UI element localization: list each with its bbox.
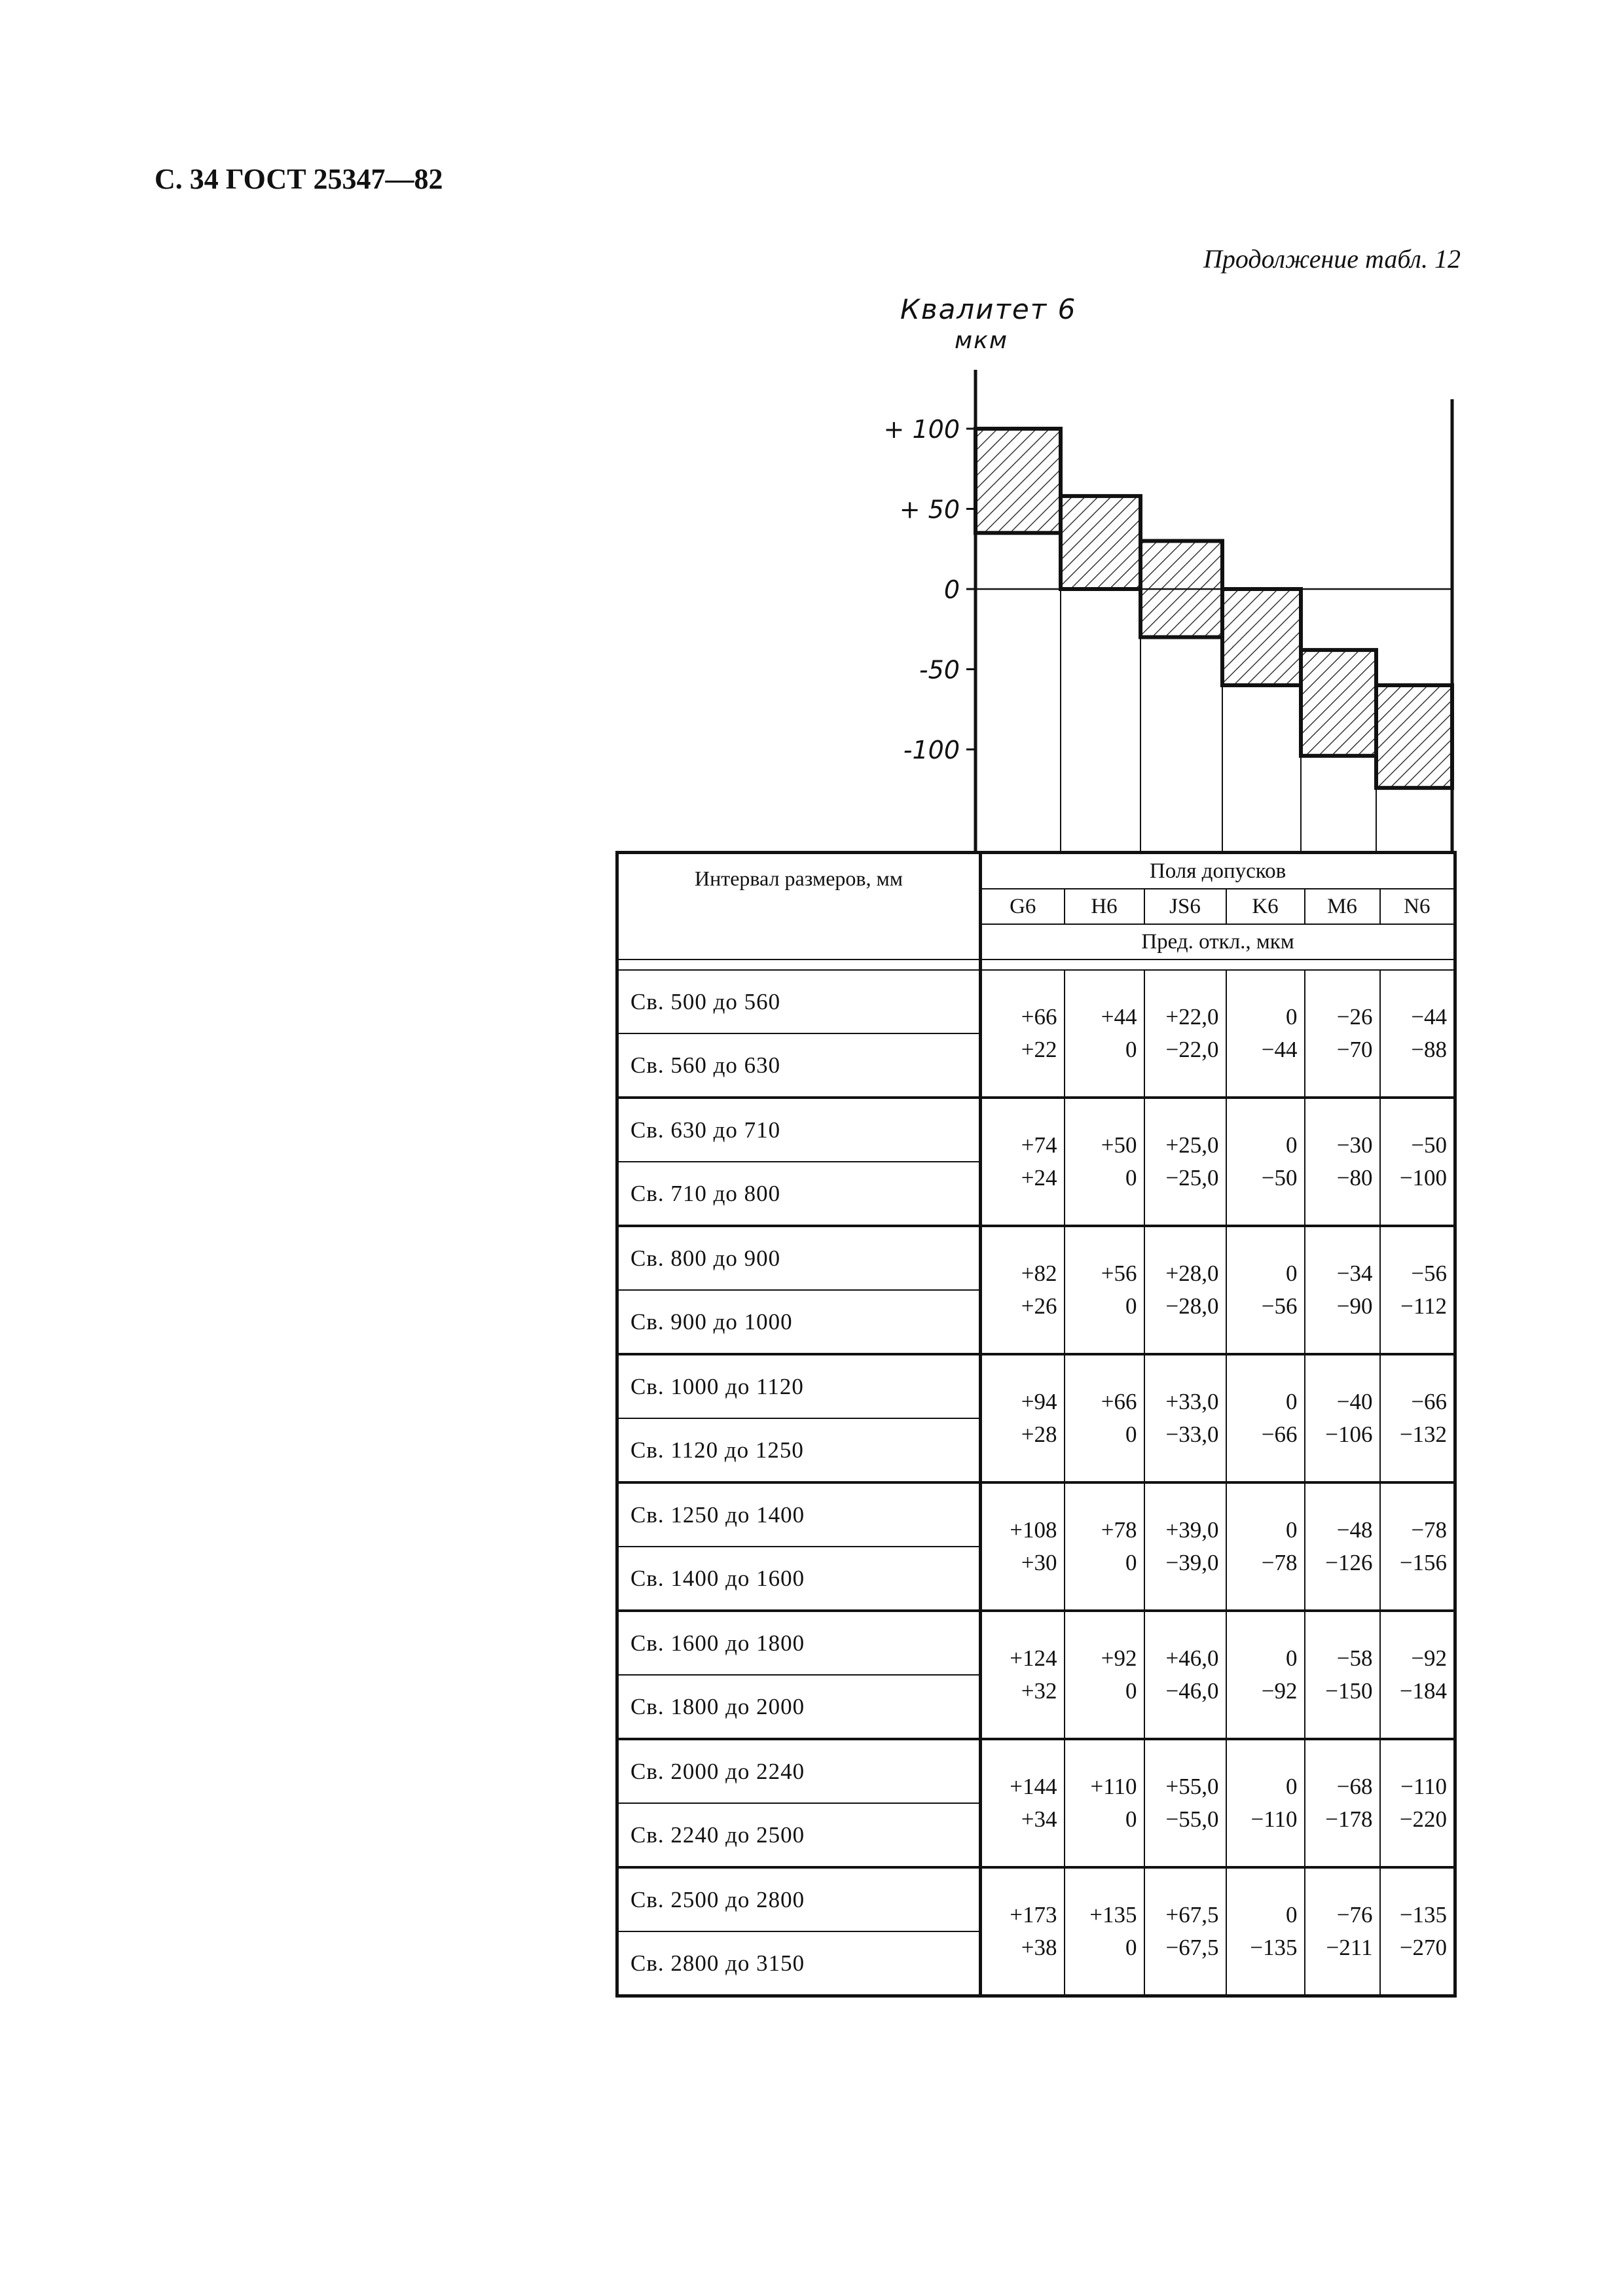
lower-deviation: 0: [1125, 1550, 1137, 1575]
size-interval-label: Св. 1600 до 1800: [630, 1630, 805, 1656]
upper-deviation: 0: [1286, 1261, 1298, 1286]
lower-deviation: 0: [1125, 1678, 1137, 1704]
upper-deviation: +50: [1101, 1132, 1137, 1158]
tolerance-zone-m6: [1301, 650, 1376, 756]
interval-header: Интервал размеров, мм: [617, 853, 981, 960]
y-tick-label: 0: [943, 575, 960, 604]
size-interval-label: Св. 500 до 560: [630, 988, 781, 1014]
upper-deviation: −48: [1336, 1517, 1373, 1543]
size-interval: [617, 1867, 981, 1931]
upper-deviation: +39,0: [1165, 1517, 1219, 1543]
lower-deviation: −150: [1325, 1678, 1373, 1704]
lower-deviation: −44: [1261, 1037, 1298, 1062]
lower-deviation: −88: [1411, 1037, 1448, 1062]
lower-deviation: −106: [1325, 1422, 1373, 1447]
upper-deviation: +74: [1021, 1132, 1057, 1158]
deviation-cell-h6: [1065, 1611, 1144, 1739]
size-interval-label: Св. 1250 до 1400: [630, 1501, 805, 1528]
deviation-cell-h6: [1065, 1739, 1144, 1867]
size-interval: [617, 1739, 981, 1803]
size-interval: [617, 1418, 981, 1482]
lower-deviation: −70: [1336, 1037, 1373, 1062]
deviation-cell-g6: [981, 1611, 1065, 1739]
lower-deviation: 0: [1125, 1806, 1137, 1832]
lower-deviation: −100: [1399, 1165, 1448, 1191]
deviation-cell-js6: [1144, 970, 1226, 1098]
upper-deviation: +25,0: [1165, 1132, 1219, 1158]
upper-deviation: −40: [1336, 1389, 1373, 1414]
lower-deviation: +30: [1021, 1550, 1057, 1575]
deviation-cell-m6: [1305, 1739, 1380, 1867]
upper-deviation: +66: [1101, 1389, 1137, 1414]
upper-deviation: 0: [1286, 1774, 1298, 1799]
fields-header: Поля допусков: [981, 853, 1455, 889]
size-interval-label: Св. 710 до 800: [630, 1180, 781, 1206]
table-row: [617, 970, 1455, 1033]
size-interval-label: Св. 1000 до 1120: [630, 1373, 804, 1399]
size-interval-label: Св. 2000 до 2240: [630, 1758, 805, 1784]
upper-deviation: −135: [1399, 1902, 1448, 1928]
lower-deviation: +22: [1021, 1037, 1057, 1062]
column-header-k6: K6: [1226, 889, 1305, 924]
y-tick-label: + 100: [883, 415, 960, 444]
deviation-cell-n6: [1380, 1354, 1455, 1482]
deviation-cell-k6: [1226, 1611, 1305, 1739]
deviation-cell-g6: [981, 1226, 1065, 1354]
deviation-cell-h6: [1065, 1482, 1144, 1611]
deviation-cell-h6: [1065, 970, 1144, 1098]
upper-deviation: 0: [1286, 1389, 1298, 1414]
deviation-cell-n6: [1380, 1482, 1455, 1611]
lower-deviation: −46,0: [1165, 1678, 1219, 1704]
size-interval-label: Св. 900 до 1000: [630, 1308, 793, 1335]
column-header-m6: M6: [1305, 889, 1380, 924]
lower-deviation: −90: [1336, 1293, 1373, 1319]
upper-deviation: +78: [1101, 1517, 1137, 1543]
lower-deviation: −92: [1261, 1678, 1298, 1704]
upper-deviation: −92: [1411, 1645, 1448, 1671]
upper-deviation: +144: [1010, 1774, 1057, 1799]
deviation-cell-js6: [1144, 1482, 1226, 1611]
deviation-cell-g6: [981, 970, 1065, 1098]
upper-deviation: +66: [1021, 1004, 1057, 1030]
lower-deviation: +26: [1021, 1293, 1057, 1319]
lower-deviation: −28,0: [1165, 1293, 1219, 1319]
upper-deviation: −58: [1336, 1645, 1373, 1671]
deviation-cell-g6: [981, 1867, 1065, 1996]
deviation-cell-n6: [1380, 970, 1455, 1098]
lower-deviation: −67,5: [1165, 1935, 1219, 1960]
deviation-cell-k6: [1226, 1482, 1305, 1611]
upper-deviation: +67,5: [1165, 1902, 1219, 1928]
deviation-cell-n6: [1380, 1611, 1455, 1739]
tolerance-table: [615, 851, 1457, 1998]
lower-deviation: −25,0: [1165, 1165, 1219, 1191]
deviation-cell-k6: [1226, 1354, 1305, 1482]
upper-deviation: +124: [1010, 1645, 1057, 1671]
upper-deviation: +110: [1090, 1774, 1137, 1799]
upper-deviation: +44: [1101, 1004, 1137, 1030]
column-header-js6: JS6: [1144, 889, 1226, 924]
lower-deviation: 0: [1125, 1165, 1137, 1191]
deviation-cell-h6: [1065, 1867, 1144, 1996]
size-interval: [617, 1033, 981, 1098]
size-interval: [617, 1803, 981, 1867]
diagram-title: Квалитет 6: [900, 293, 1077, 325]
upper-deviation: +82: [1021, 1261, 1057, 1286]
deviation-cell-h6: [1065, 1226, 1144, 1354]
size-interval-label: Св. 2800 до 3150: [630, 1950, 805, 1976]
size-interval: [617, 1354, 981, 1418]
deviation-cell-g6: [981, 1098, 1065, 1226]
table-row: [617, 1867, 1455, 1931]
deviation-cell-h6: [1065, 1098, 1144, 1226]
upper-deviation: 0: [1286, 1517, 1298, 1543]
lower-deviation: 0: [1125, 1037, 1137, 1062]
lower-deviation: +32: [1021, 1678, 1057, 1704]
tolerance-zone-k6: [1222, 589, 1301, 685]
lower-deviation: +28: [1021, 1422, 1057, 1447]
deviation-cell-m6: [1305, 1226, 1380, 1354]
size-interval-label: Св. 560 до 630: [630, 1052, 781, 1078]
upper-deviation: −78: [1411, 1517, 1448, 1543]
lower-deviation: +34: [1021, 1806, 1057, 1832]
lower-deviation: 0: [1125, 1935, 1137, 1960]
upper-deviation: +92: [1101, 1645, 1137, 1671]
deviation-cell-n6: [1380, 1226, 1455, 1354]
upper-deviation: −56: [1411, 1261, 1448, 1286]
upper-deviation: −50: [1411, 1132, 1448, 1158]
lower-deviation: +24: [1021, 1165, 1057, 1191]
lower-deviation: 0: [1125, 1293, 1137, 1319]
upper-deviation: +46,0: [1165, 1645, 1219, 1671]
table-row: [617, 1098, 1455, 1162]
deviation-cell-g6: [981, 1739, 1065, 1867]
size-interval-label: Св. 630 до 710: [630, 1117, 781, 1143]
deviation-cell-k6: [1226, 970, 1305, 1098]
size-interval: [617, 1675, 981, 1739]
size-interval-label: Св. 2240 до 2500: [630, 1821, 805, 1848]
size-interval-label: Св. 1800 до 2000: [630, 1693, 805, 1719]
lower-deviation: −132: [1399, 1422, 1448, 1447]
upper-deviation: 0: [1286, 1902, 1298, 1928]
column-header-h6: H6: [1065, 889, 1144, 924]
lower-deviation: −78: [1261, 1550, 1298, 1575]
size-interval: [617, 1226, 981, 1290]
deviation-cell-g6: [981, 1354, 1065, 1482]
size-interval-label: Св. 1400 до 1600: [630, 1565, 805, 1591]
lower-deviation: +38: [1021, 1935, 1057, 1960]
y-tick-label: -100: [903, 736, 960, 764]
upper-deviation: +173: [1010, 1902, 1057, 1928]
lower-deviation: −39,0: [1165, 1550, 1219, 1575]
upper-deviation: +135: [1089, 1902, 1137, 1928]
upper-deviation: −66: [1411, 1389, 1448, 1414]
lower-deviation: −110: [1250, 1806, 1298, 1832]
lower-deviation: −156: [1399, 1550, 1448, 1575]
deviation-cell-h6: [1065, 1354, 1144, 1482]
tolerance-zone-h6: [1061, 496, 1140, 589]
upper-deviation: −76: [1336, 1902, 1373, 1928]
size-interval: [617, 1482, 981, 1547]
deviation-cell-js6: [1144, 1354, 1226, 1482]
deviation-cell-g6: [981, 1482, 1065, 1611]
deviation-cell-k6: [1226, 1226, 1305, 1354]
deviation-cell-n6: [1380, 1867, 1455, 1996]
deviation-cell-js6: [1144, 1226, 1226, 1354]
column-header-n6: N6: [1380, 889, 1455, 924]
deviation-cell-js6: [1144, 1739, 1226, 1867]
upper-deviation: −30: [1336, 1132, 1373, 1158]
deviation-cell-js6: [1144, 1867, 1226, 1996]
lower-deviation: −112: [1400, 1293, 1448, 1319]
tolerance-zone-diagram: [0, 0, 1623, 864]
lower-deviation: −80: [1336, 1165, 1373, 1191]
table-row: [617, 1739, 1455, 1803]
lower-deviation: −270: [1399, 1935, 1448, 1960]
size-interval: [617, 1547, 981, 1611]
table-continuation-note: Продолжение табл. 12: [1203, 244, 1461, 274]
table-row: [617, 1226, 1455, 1290]
deviation-cell-m6: [1305, 970, 1380, 1098]
lower-deviation: −178: [1325, 1806, 1373, 1832]
deviation-cell-n6: [1380, 1739, 1455, 1867]
lower-deviation: −55,0: [1165, 1806, 1219, 1832]
deviation-cell-m6: [1305, 1482, 1380, 1611]
tolerance-zone-g6: [976, 429, 1061, 533]
diagram-unit: мкм: [955, 327, 1009, 354]
upper-deviation: −44: [1411, 1004, 1448, 1030]
lower-deviation: −184: [1399, 1678, 1448, 1704]
upper-deviation: −26: [1336, 1004, 1373, 1030]
size-interval: [617, 1162, 981, 1226]
page-header: С. 34 ГОСТ 25347—82: [155, 163, 443, 195]
lower-deviation: −220: [1399, 1806, 1448, 1832]
deviation-cell-m6: [1305, 1354, 1380, 1482]
upper-deviation: −110: [1400, 1774, 1448, 1799]
upper-deviation: −34: [1336, 1261, 1373, 1286]
deviation-cell-m6: [1305, 1098, 1380, 1226]
lower-deviation: −66: [1261, 1422, 1298, 1447]
lower-deviation: −211: [1326, 1935, 1373, 1960]
upper-deviation: +28,0: [1165, 1261, 1219, 1286]
size-interval: [617, 1098, 981, 1162]
size-interval-label: Св. 2500 до 2800: [630, 1886, 805, 1912]
lower-deviation: 0: [1125, 1422, 1137, 1447]
upper-deviation: −68: [1336, 1774, 1373, 1799]
y-tick-label: + 50: [899, 495, 960, 524]
deviation-cell-js6: [1144, 1611, 1226, 1739]
table-row: [617, 1482, 1455, 1547]
size-interval: [617, 1931, 981, 1996]
deviation-cell-n6: [1380, 1098, 1455, 1226]
column-header-g6: G6: [981, 889, 1065, 924]
table-row: [617, 1611, 1455, 1675]
lower-deviation: −22,0: [1165, 1037, 1219, 1062]
upper-deviation: +108: [1010, 1517, 1057, 1543]
size-interval: [617, 970, 981, 1033]
upper-deviation: 0: [1286, 1645, 1298, 1671]
upper-deviation: +94: [1021, 1389, 1057, 1414]
deviation-cell-m6: [1305, 1867, 1380, 1996]
size-interval: [617, 1290, 981, 1354]
y-tick-label: -50: [919, 655, 960, 685]
units-header: Пред. откл., мкм: [981, 924, 1455, 960]
upper-deviation: 0: [1286, 1132, 1298, 1158]
upper-deviation: 0: [1286, 1004, 1298, 1030]
lower-deviation: −33,0: [1165, 1422, 1219, 1447]
lower-deviation: −135: [1250, 1935, 1298, 1960]
size-interval-label: Св. 800 до 900: [630, 1245, 781, 1271]
table-row: [617, 1354, 1455, 1418]
deviation-cell-m6: [1305, 1611, 1380, 1739]
size-interval-label: Св. 1120 до 1250: [630, 1437, 804, 1463]
upper-deviation: +33,0: [1165, 1389, 1219, 1414]
deviation-cell-k6: [1226, 1098, 1305, 1226]
lower-deviation: −50: [1261, 1165, 1298, 1191]
deviation-cell-k6: [1226, 1739, 1305, 1867]
deviation-cell-js6: [1144, 1098, 1226, 1226]
tolerance-zone-js6: [1140, 541, 1222, 637]
upper-deviation: +56: [1101, 1261, 1137, 1286]
tolerance-zone-n6: [1376, 685, 1452, 788]
size-interval: [617, 1611, 981, 1675]
deviation-cell-k6: [1226, 1867, 1305, 1996]
upper-deviation: +55,0: [1165, 1774, 1219, 1799]
lower-deviation: −126: [1325, 1550, 1373, 1575]
lower-deviation: −56: [1261, 1293, 1298, 1319]
upper-deviation: +22,0: [1165, 1004, 1219, 1030]
